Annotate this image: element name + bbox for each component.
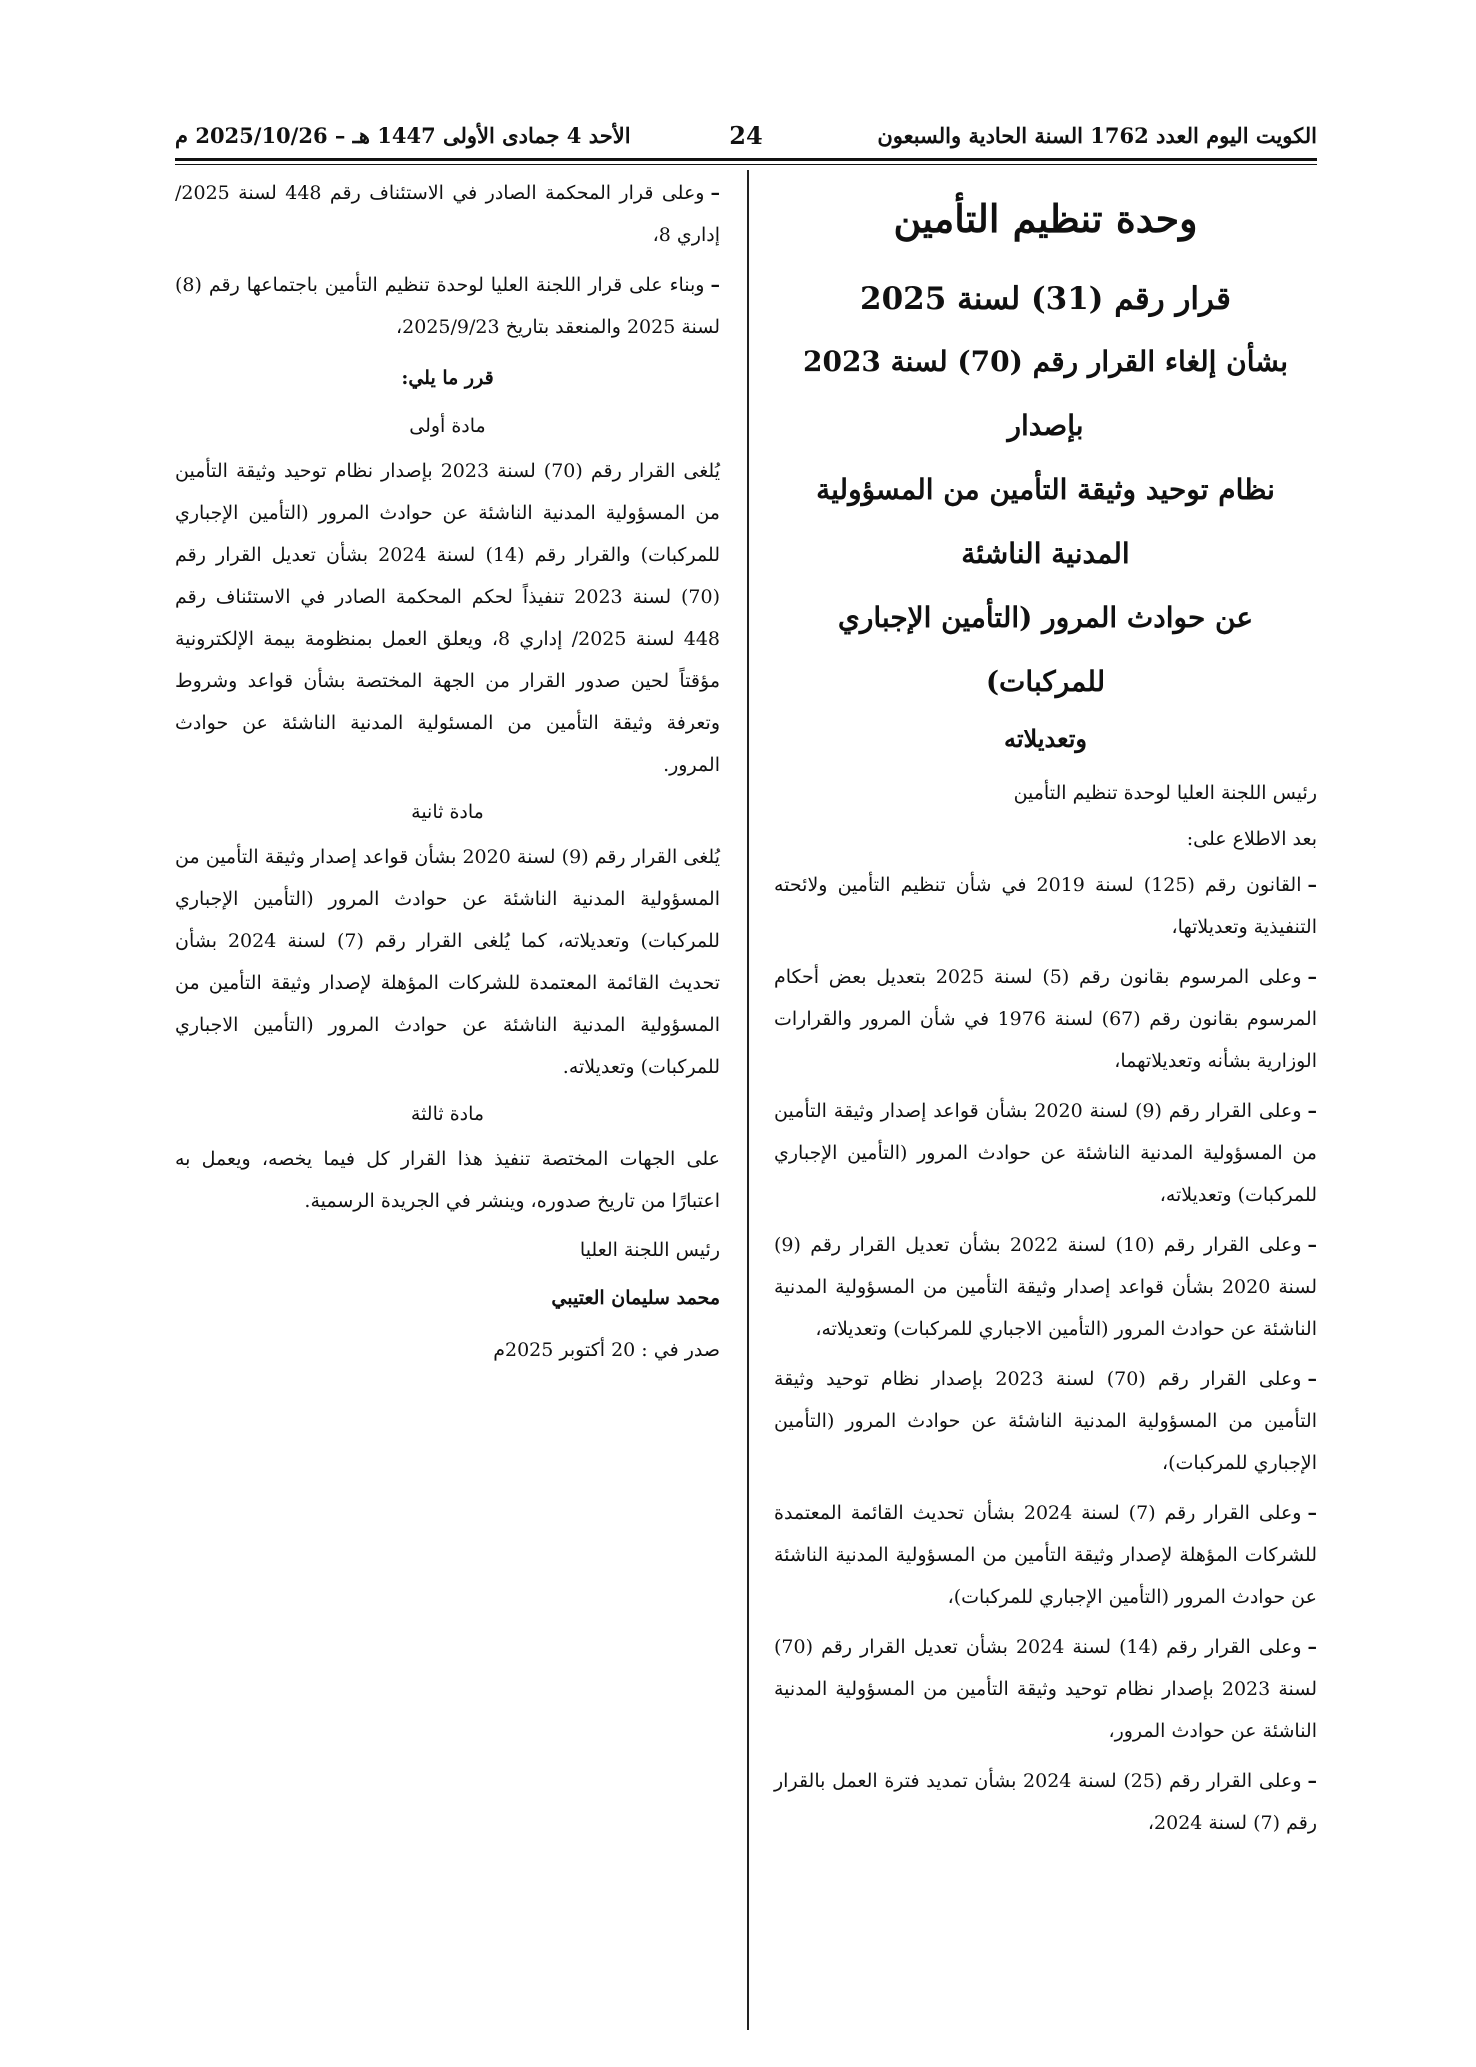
subject-line: نظام توحيد وثيقة التأمين من المسؤولية المدنية الناشئة — [816, 473, 1275, 570]
right-column — [774, 172, 1317, 1852]
dash-marker: – — [1307, 1770, 1317, 1792]
dash-marker: – — [710, 182, 720, 204]
page-header — [175, 118, 1317, 154]
unit-title: وحدة تنظيم التأمين — [893, 196, 1198, 241]
header-date: الأحد 4 جمادى الأولى 1447 هـ – 2025/10/26 م — [175, 123, 631, 148]
preamble-item: –وعلى القرار رقم (25) لسنة 2024 بشأن تمديد فترة العمل بالقرار رقم (7) لسنة 2024، — [774, 1770, 1317, 1834]
issuer-line: رئيس اللجنة العليا لوحدة تنظيم التأمين — [1013, 782, 1317, 804]
subject-line: بشأن إلغاء القرار رقم (70) لسنة 2023 بإصدار — [802, 345, 1288, 442]
preamble-item: –وبناء على قرار اللجنة العليا لوحدة تنظيم التأمين باجتماعها رقم (8) لسنة 2025 والمنعقد بتاريخ 2025/9/23، — [175, 274, 720, 338]
issued-date: صدر في : 20 أكتوبر 2025م — [493, 1339, 720, 1361]
preamble-item: –وعلى القرار رقم (9) لسنة 2020 بشأن قواعد إصدار وثيقة التأمين من المسؤولية المدنية الناشئة عن حوادث المرور (التأمين الإجباري للمركبات) وتعديلاته، — [774, 1100, 1317, 1206]
header-issue-info: الكويت اليوم العدد 1762 السنة الحادية والسبعون — [877, 123, 1317, 148]
left-column — [175, 172, 720, 1393]
after-review-line: بعد الاطلاع على: — [1186, 828, 1317, 850]
dash-marker: – — [1307, 1636, 1318, 1658]
preamble-item: –وعلى القرار رقم (10) لسنة 2022 بشأن تعديل القرار رقم (9) لسنة 2020 بشأن قواعد إصدار وثيقة التأمين من المسؤولية المدنية الناشئة عن حوادث المرور (التأمين الاجباري للمركبات) وتعديلاته، — [774, 1234, 1317, 1340]
preamble-item: –وعلى المرسوم بقانون رقم (5) لسنة 2025 بتعديل بعض أحكام المرسوم بقانون رقم (67) لسنة 1976 في شأن المرور والقرارات الوزارية بشأنه وتعديلاتهما، — [774, 966, 1317, 1072]
preamble-item: –وعلى القرار رقم (14) لسنة 2024 بشأن تعديل القرار رقم (70) لسنة 2023 بإصدار نظام توحيد وثيقة التأمين من المسؤولية المدنية الناشئة عن حوادث المرور، — [774, 1636, 1318, 1742]
dash-marker: – — [1307, 1100, 1317, 1122]
article-2-title: مادة ثانية — [411, 801, 484, 823]
signature-name: محمد سليمان العتيبي — [551, 1287, 720, 1309]
preamble-item: –وعلى قرار المحكمة الصادر في الاستئناف رقم 448 لسنة 2025/ إداري 8، — [175, 182, 720, 246]
article-1-title: مادة أولى — [409, 415, 486, 437]
column-divider — [747, 170, 749, 2030]
subject-line: عن حوادث المرور (التأمين الإجباري للمركبات) — [837, 601, 1254, 698]
dash-marker: – — [1307, 1368, 1317, 1390]
article-3-text: على الجهات المختصة تنفيذ هذا القرار كل فيما يخصه، ويعمل به اعتبارًا من تاريخ صدوره، وينشر في الجريدة الرسمية. — [175, 1148, 720, 1212]
signature-title: رئيس اللجنة العليا — [579, 1239, 720, 1261]
subject-tail: وتعديلاته — [1004, 724, 1087, 753]
header-rule-thin — [175, 164, 1317, 165]
dash-marker: – — [1307, 1502, 1317, 1524]
dash-marker: – — [1307, 966, 1317, 988]
preamble-item: –وعلى القرار رقم (70) لسنة 2023 بإصدار نظام توحيد وثيقة التأمين من المسؤولية المدنية الناشئة عن حوادث المرور (التأمين الإجباري للمركبات)، — [774, 1368, 1317, 1474]
dash-marker: – — [710, 274, 720, 296]
page-number: 24 — [729, 121, 763, 150]
article-3-title: مادة ثالثة — [410, 1103, 485, 1125]
decision-number: قرار رقم (31) لسنة 2025 — [860, 281, 1231, 317]
article-1-text: يُلغى القرار رقم (70) لسنة 2023 بإصدار نظام توحيد وثيقة التأمين من المسؤولية المدنية الناشئة عن حوادث المرور (التأمين الإجباري للمركبات) والقرار رقم (14) لسنة 2024 بشأن تعديل القرار رقم (70) لسنة 2023 تنفيذاً لحكم المحكمة الصادر في الاستئناف رقم 448 لسنة 2025/ إداري 8، ويعلق العمل بمنظومة بيمة الإلكترونية مؤقتاً لحين صدور القرار من الجهة المختصة بشأن قواعد وشروط وتعرفة وثيقة التأمين من المسئولية المدنية الناشئة عن حوادث المرور. — [175, 460, 721, 776]
dash-marker: – — [1307, 874, 1318, 896]
article-2-text: يُلغى القرار رقم (9) لسنة 2020 بشأن قواعد إصدار وثيقة التأمين من المسؤولية المدنية الناشئة عن حوادث المرور (التأمين الإجباري للمركبات) وتعديلاته، كما يُلغى القرار رقم (7) لسنة 2024 بشأن تحديث القائمة المعتمدة للشركات المؤهلة لإصدار وثيقة التأمين من المسؤولية المدنية الناشئة عن حوادث المرور (التأمين الاجباري للمركبات) وتعديلاته. — [175, 846, 720, 1078]
decided-heading: قرر ما يلي: — [401, 367, 494, 389]
dash-marker: – — [1307, 1234, 1317, 1256]
header-rule-thick — [175, 158, 1317, 161]
preamble-item: –القانون رقم (125) لسنة 2019 في شأن تنظيم التأمين ولائحته التنفيذية وتعديلاتها، — [774, 874, 1318, 938]
preamble-item: –وعلى القرار رقم (7) لسنة 2024 بشأن تحديث القائمة المعتمدة للشركات المؤهلة لإصدار وثيقة التأمين من المسؤولية المدنية الناشئة عن حوادث المرور (التأمين الإجباري للمركبات)، — [774, 1502, 1317, 1608]
